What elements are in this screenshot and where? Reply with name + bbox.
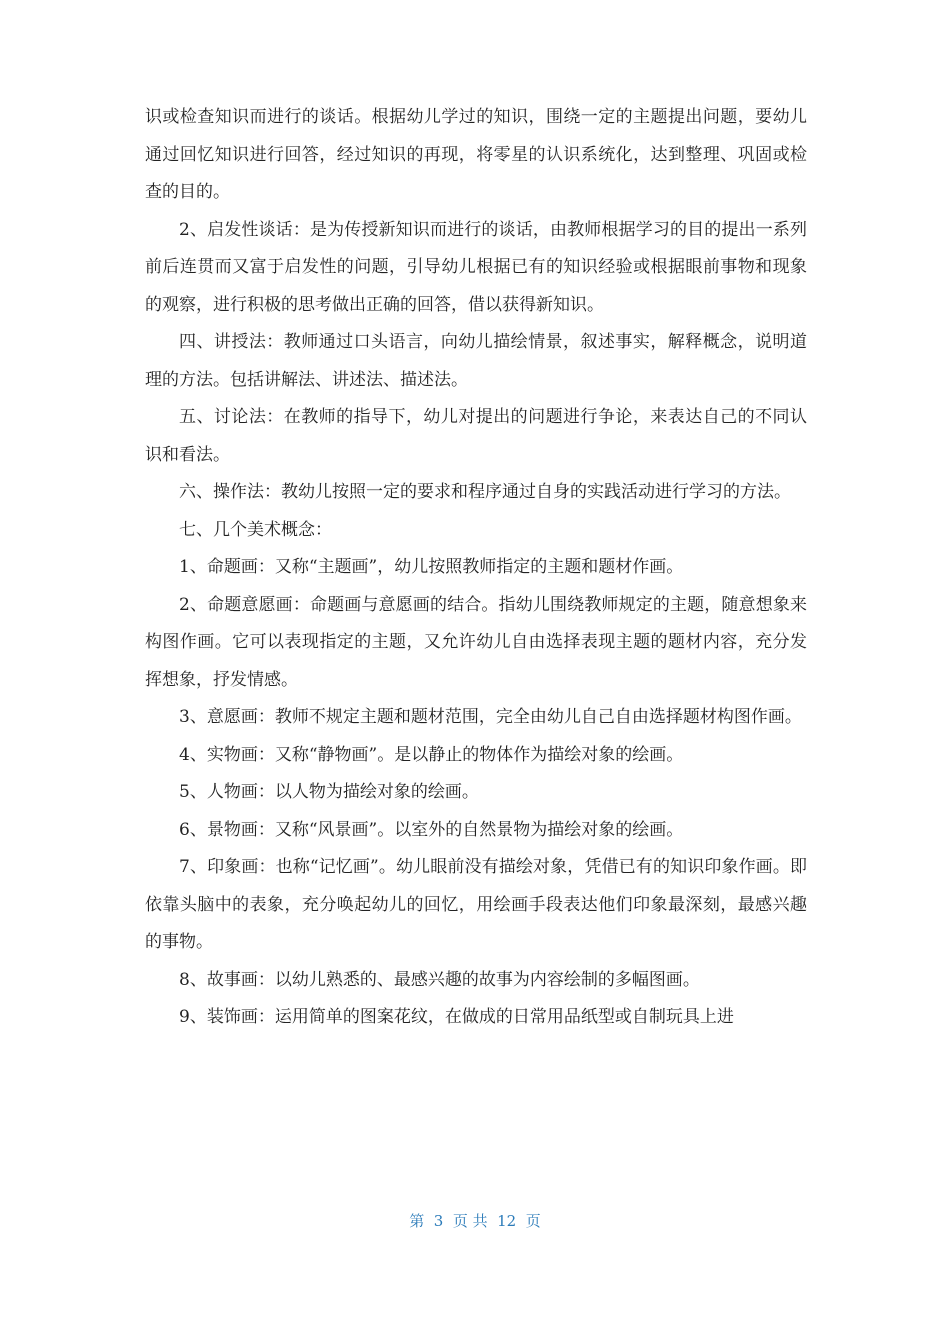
paragraph: 4、实物画：又称“静物画”。是以静止的物体作为描绘对象的绘画。	[179, 744, 684, 765]
paragraph: 1、命题画：又称“主题画”，幼儿按照教师指定的主题和题材作画。	[179, 557, 684, 577]
paragraph: 七、几个美术概念：	[179, 519, 332, 540]
paragraph: 5、人物画：以人物为描绘对象的绘画。	[179, 782, 479, 802]
document-body	[145, 99, 807, 1037]
page-footer: 第 3 页 共 12 页	[409, 1212, 541, 1230]
paragraph: 识或检查知识而进行的谈话。根据幼儿学过的知识，围绕一定的主题提出问题，要幼儿通过回忆知识进行回答，经过知识的再现，将零星的认识系统化，达到整理、巩固或检查的目的。	[145, 107, 807, 202]
paragraph: 8、故事画：以幼儿熟悉的、最感兴趣的故事为内容绘制的多幅图画。	[179, 969, 700, 990]
paragraph: 3、意愿画：教师不规定主题和题材范围，完全由幼儿自己自由选择题材构图作画。	[179, 707, 802, 727]
paragraph: 6、景物画：又称“风景画”。以室外的自然景物为描绘对象的绘画。	[179, 819, 684, 840]
paragraph: 2、启发性谈话：是为传授新知识而进行的谈话，由教师根据学习的目的提出一系列前后连贯而又富于启发性的问题，引导幼儿根据已有的知识经验或根据眼前事物和现象的观察，进行积极的思考做出正确的回答，借以获得新知识。	[145, 219, 807, 315]
paragraph: 2、命题意愿画：命题画与意愿画的结合。指幼儿围绕教师规定的主题，随意想象来构图作画。它可以表现指定的主题，又允许幼儿自由选择表现主题的题材内容，充分发挥想象，抒发情感。	[145, 594, 807, 690]
paragraph: 四、讲授法：教师通过口头语言，向幼儿描绘情景，叙述事实，解释概念，说明道理的方法。包括讲解法、讲述法、描述法。	[145, 332, 807, 390]
paragraph: 六、操作法：教幼儿按照一定的要求和程序通过自身的实践活动进行学习的方法。	[179, 482, 791, 502]
paragraph: 7、印象画：也称“记忆画”。幼儿眼前没有描绘对象，凭借已有的知识印象作画。即依靠头脑中的表象，充分唤起幼儿的回忆，用绘画手段表达他们印象最深刻，最感兴趣的事物。	[145, 857, 807, 952]
paragraph: 9、装饰画：运用简单的图案花纹，在做成的日常用品纸型或自制玩具上进	[179, 1007, 734, 1027]
paragraph: 五、讨论法：在教师的指导下，幼儿对提出的问题进行争论，来表达自己的不同认识和看法。	[145, 407, 807, 465]
